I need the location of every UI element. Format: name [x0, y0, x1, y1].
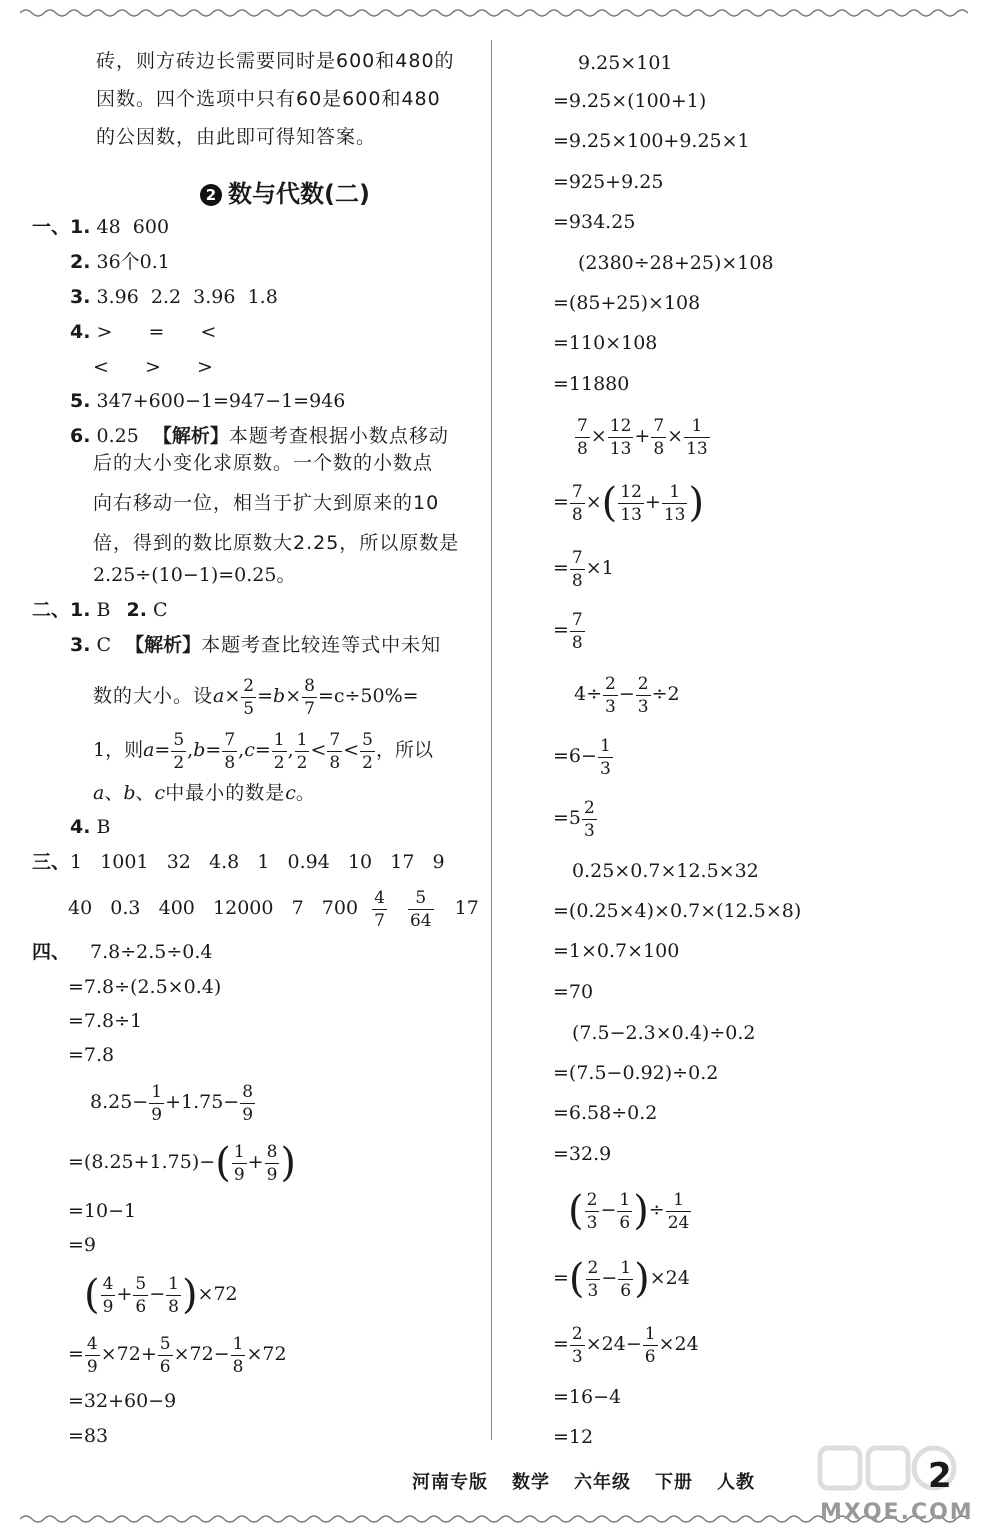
q-answer: > = < — [96, 321, 225, 343]
part4-e1-line2: =7.8÷(2.5×0.4) — [68, 976, 222, 998]
r1-line1: 9.25×101 — [578, 52, 673, 74]
r3-line2: = $\frac{7}{8}$ ×( $\frac{12}{13}$ + $\frac{1}{13}$ ) — [553, 480, 705, 526]
part1-q4-row2 — [93, 354, 221, 380]
r3-line4: = $\frac{7}{8}$ — [553, 609, 583, 653]
part1-q6-line2: 后的大小变化求原数。一个数的小数点 — [93, 452, 434, 474]
part4-e1-line3: =7.8÷1 — [68, 1010, 143, 1032]
part1-q6-line4: 倍，得到的数比原数大2.25，所以原数是 — [93, 532, 460, 554]
page-footer — [412, 1468, 779, 1494]
r7-line3: = $\frac{2}{3}$ ×24− $\frac{1}{6}$ ×24 — [553, 1323, 699, 1367]
r2-line4: =11880 — [553, 373, 630, 395]
r1-line2: =9.25×(100+1) — [553, 90, 707, 112]
r7-line1: ( $\frac{2}{3}$ − $\frac{1}{6}$ )÷ $\frac{1}{24}$ — [568, 1188, 690, 1234]
part4-e2-line2: =(8.25+1.75)−( $\frac{1}{9}$ + $\frac{8}{9}$ ) — [68, 1140, 296, 1186]
top-border-decoration — [20, 6, 968, 20]
answers-row: 1 1001 32 4.8 1 0.94 10 17 9 — [70, 851, 445, 873]
answer: 17 — [454, 897, 479, 919]
r1-line3: =9.25×100+9.25×1 — [553, 130, 750, 152]
part3-label: 三、 — [32, 851, 71, 873]
q-answer: 0.25 — [96, 425, 139, 447]
footer-region: 河南专版 — [412, 1472, 488, 1493]
part4-e1-line1: 四、 7.8÷2.5÷0.4 — [32, 941, 213, 963]
part4-e3-line2: = $\frac{4}{9}$ ×72+ $\frac{5}{6}$ ×72− $\frac{1}{8}$ ×72 — [68, 1333, 287, 1377]
analysis-tag: 【解析】 — [152, 425, 229, 447]
r3-line3: = $\frac{7}{8}$ ×1 — [553, 547, 614, 591]
q-answer: C — [153, 599, 168, 621]
r6-line3: =6.58÷0.2 — [553, 1102, 658, 1124]
q-number: 4. — [70, 321, 91, 343]
fraction: $\frac{2}{5}$ — [243, 675, 255, 719]
part1-label: 一、 — [32, 216, 71, 238]
analysis-tag: 【解析】 — [125, 634, 202, 656]
section-title — [200, 174, 370, 209]
analysis-text: 中最小的数是 — [165, 782, 286, 804]
analysis-text: 本题考查根据小数点移动 — [228, 425, 449, 447]
part4-e2-line1: 8.25− $\frac{1}{9}$ +1.75− $\frac{8}{9}$ — [90, 1081, 254, 1125]
part4-e3-line3: =32+60−9 — [68, 1390, 177, 1412]
q-answer: B — [96, 599, 111, 621]
part2-q1-q2 — [32, 597, 168, 623]
q-number: 1. — [70, 216, 91, 238]
r6-line2: =(7.5−0.92)÷0.2 — [553, 1062, 719, 1084]
part3-row1 — [32, 849, 445, 875]
intro-line-2: 因数。四个选项中只有60是600和480 — [96, 88, 441, 110]
q-number: 4. — [70, 816, 91, 838]
q-number: 2. — [70, 251, 91, 273]
equation-tail: =c÷50%= — [317, 685, 419, 707]
part1-q3 — [70, 284, 278, 310]
r5-line4: =70 — [553, 981, 594, 1003]
part4-e2-line3: =10−1 — [68, 1200, 137, 1222]
r6-line4: =32.9 — [553, 1143, 612, 1165]
part2-label: 二、 — [32, 599, 71, 621]
part1-q4-row1 — [70, 319, 224, 345]
analysis-text: 1，则 — [93, 739, 144, 761]
q-number: 2. — [126, 599, 147, 621]
r4-line2: =6− $\frac{1}{3}$ — [553, 735, 611, 779]
q-answer: C — [96, 634, 112, 656]
part2-q3-line3: 1，则a= $\frac{5}{2}$ ,b= $\frac{7}{8}$ ,c= $\frac{1}{2}$ , $\frac{1}{2}$ < $\frac{7}{8}$ < $\frac{5}{2}$ ，所以 — [93, 729, 433, 773]
analysis-text: 数的大小。设 — [93, 685, 214, 707]
r3-line1: $\frac{7}{8}$ × $\frac{12}{13}$ + $\frac{7}{8}$ × $\frac{1}{13}$ — [577, 415, 708, 459]
r2-line3: =110×108 — [553, 332, 658, 354]
q-answer: 48 600 — [96, 216, 170, 238]
answers-row: 40 0.3 400 12000 7 700 — [68, 897, 359, 919]
part2-q4 — [70, 814, 110, 840]
section-title-text: 数与代数(二) — [228, 180, 370, 208]
q-answer: 3.96 2.2 3.96 1.8 — [96, 286, 278, 308]
part4-e3-line1: ( $\frac{4}{9}$ + $\frac{5}{6}$ − $\frac{1}{8}$ )×72 — [84, 1272, 238, 1318]
intro-line-3: 的公因数，由此即可得知答案。 — [96, 126, 377, 148]
intro-line-1: 砖，则方砖边长需要同时是600和480的 — [96, 50, 455, 72]
r5-line2: =(0.25×4)×0.7×(12.5×8) — [553, 900, 802, 922]
analysis-text: 本题考查比较连等式中未知 — [201, 634, 442, 656]
part1-q1 — [32, 214, 169, 240]
q-number: 3. — [70, 286, 91, 308]
q-number: 1. — [70, 599, 91, 621]
page-number: 2 — [928, 1456, 952, 1496]
section-number-badge: 2 — [200, 184, 222, 206]
r7-line2: =( $\frac{2}{3}$ − $\frac{1}{6}$ )×24 — [553, 1256, 690, 1302]
r1-line4: =925+9.25 — [553, 171, 664, 193]
r1-line5: =934.25 — [553, 211, 636, 233]
fraction: $\frac{8}{7}$ — [304, 675, 315, 719]
fraction: $\frac{4}{7}$ — [374, 887, 385, 931]
q-answer: B — [96, 816, 111, 838]
r6-line1: (7.5−2.3×0.4)÷0.2 — [572, 1022, 756, 1044]
r4-line3: =5 $\frac{2}{3}$ — [553, 797, 595, 841]
part2-q3-line1 — [70, 632, 441, 658]
part1-q6-line3: 向右移动一位，相当于扩大到原来的10 — [93, 492, 440, 514]
part1-q6-line5: 2.25÷(10−1)=0.25。 — [93, 564, 296, 586]
part1-q5 — [70, 388, 345, 414]
q-number: 6. — [70, 425, 91, 447]
part4-e3-line4: =83 — [68, 1425, 109, 1447]
r5-line3: =1×0.7×100 — [553, 940, 680, 962]
part3-row2 — [68, 884, 479, 932]
q-number: 3. — [70, 634, 91, 656]
part4-e1-line4: =7.8 — [68, 1044, 115, 1066]
q-answer: < > > — [93, 356, 221, 378]
column-divider — [491, 40, 492, 1440]
part2-q3-line2: 数的大小。设a× $\frac{2}{5}$ =b× $\frac{8}{7}$ =c÷50%= — [93, 675, 419, 719]
q-answer: 347+600−1=947−1=946 — [96, 390, 346, 412]
part4-e2-line4: =9 — [68, 1234, 97, 1256]
part2-q3-line4: a、b、c中最小的数是c。 — [93, 782, 315, 804]
fraction: $\frac{5}{64}$ — [409, 887, 432, 931]
analysis-text: ，所以 — [375, 739, 433, 761]
footer-edition: 人教 — [717, 1472, 755, 1493]
r7-line4: =16−4 — [553, 1386, 622, 1408]
footer-volume: 下册 — [655, 1472, 693, 1493]
r4-line1: 4÷ $\frac{2}{3}$ − $\frac{2}{3}$ ÷2 — [574, 673, 680, 717]
q-answer: 36个0.1 — [96, 251, 170, 273]
footer-subject: 数学 — [512, 1472, 550, 1493]
r5-line1: 0.25×0.7×12.5×32 — [572, 860, 759, 882]
watermark-text: MXQE.COM — [820, 1500, 974, 1525]
r2-line2: =(85+25)×108 — [553, 292, 701, 314]
part4-label: 四、 — [32, 941, 71, 963]
r2-line1: (2380÷28+25)×108 — [578, 252, 774, 274]
part1-q2 — [70, 249, 170, 275]
r7-line5: =12 — [553, 1426, 594, 1448]
q-number: 5. — [70, 390, 91, 412]
footer-grade: 六年级 — [574, 1472, 631, 1493]
